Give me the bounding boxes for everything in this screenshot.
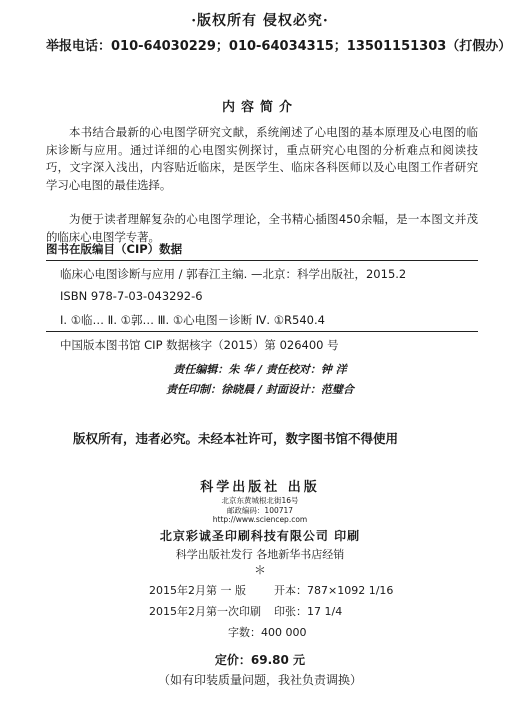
intro-paragraph-1: 本书结合最新的心电图学研究文献，系统阐述了心电图的基本原理及心电图的临床诊断与应用。通过详细的心电图实例探讨，重点研究心电图的分析难点和阅读技巧，文字深入浅出，内容贴近临床，是医学生、临床各科医师以及心电图工作者研究学习心电图的最佳选择。: [46, 125, 478, 192]
cip-title-line: 临床心电图诊断与应用 / 郭春江主编. —北京：科学出版社，2015.2: [60, 267, 407, 281]
production-credits: 责任印制：徐晓晨 / 封面设计：范璧合: [166, 383, 354, 396]
price: 定价：69.80 元: [214, 653, 306, 667]
intro-title: 内容简介: [221, 100, 298, 115]
printer-name: 北京彩诚圣印刷科技有限公司 印刷: [159, 529, 361, 543]
cip-isbn: ISBN 978-7-03-043292-6: [60, 289, 203, 303]
intro-paragraph-2: 为便于读者理解复杂的心电图学理论，全书精心插图450余幅，是一本图文并茂的临床心电图学专著。: [46, 212, 478, 244]
separator-star: ＊: [253, 563, 266, 577]
cip-heading: 图书在版编目（CIP）数据: [46, 242, 183, 256]
publisher-postcode: 邮政编码：100717: [226, 506, 294, 515]
publisher-address: 北京东黄城根北街16号: [221, 496, 299, 505]
cip-bottom-rule: [46, 331, 478, 332]
print-date: 2015年2月第一次印刷: [149, 605, 261, 618]
distribution-line: 科学出版社发行 各地新华书店经销: [175, 548, 345, 561]
cip-top-rule: [46, 260, 478, 261]
word-count: 字数：400 000: [228, 626, 307, 639]
report-hotline: 举报电话：010-64030229；010-64034315；13501151303（打假办）: [46, 39, 512, 54]
cip-classification: Ⅰ. ①临… Ⅱ. ①郭… Ⅲ. ①心电图－诊断 Ⅳ. ①R540.4: [60, 313, 325, 327]
rights-notice: 版权所有，违者必究。未经本社许可，数字图书馆不得使用: [73, 431, 399, 446]
edition-date: 2015年2月第 一 版: [149, 584, 246, 597]
copyright-header: ·版权所有 侵权必究·: [191, 13, 329, 29]
book-format: 开本：787×1092 1/16: [274, 584, 394, 597]
publisher-website: http://www.sciencep.com: [212, 515, 308, 524]
defect-exchange-note: （如有印装质量问题，我社负责调换）: [157, 673, 362, 687]
publisher-name: 科学出版社 出版: [200, 480, 320, 495]
print-sheets: 印张：17 1/4: [274, 605, 343, 618]
cip-record-number: 中国版本图书馆 CIP 数据核字（2015）第 026400 号: [60, 338, 339, 352]
editor-credits: 责任编辑：朱 华 / 责任校对：钟 洋: [173, 363, 347, 376]
